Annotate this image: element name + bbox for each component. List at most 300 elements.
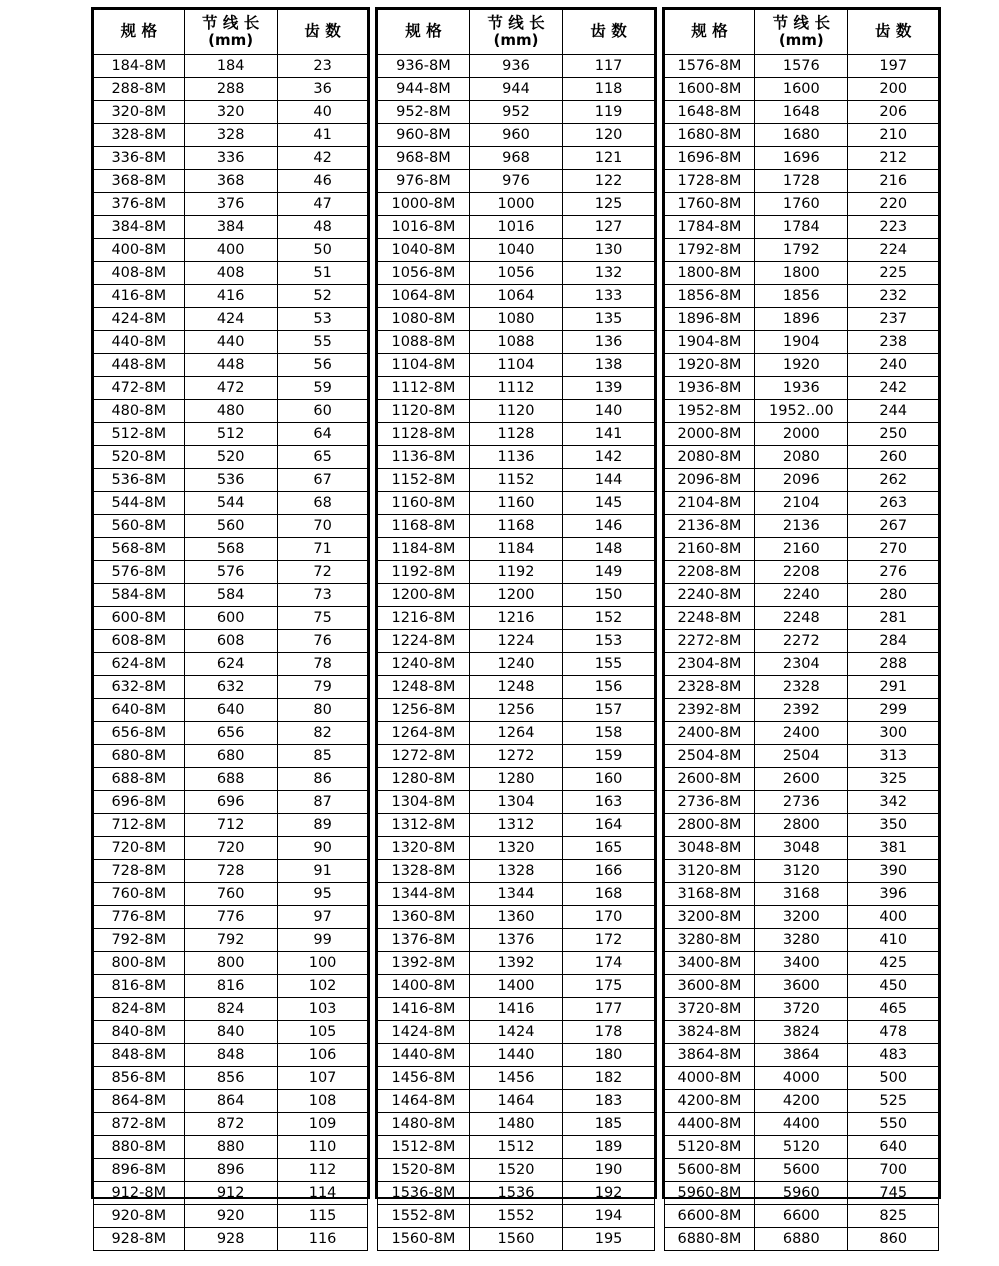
cell-pitch-length: 3168 — [755, 883, 848, 906]
cell-pitch-length: 2080 — [755, 446, 848, 469]
table-row — [378, 147, 654, 170]
cell-teeth: 64 — [277, 423, 368, 446]
cell-pitch-length: 968 — [469, 147, 563, 170]
cell-spec: 856-8M — [94, 1067, 185, 1090]
table-row — [378, 1090, 654, 1113]
table-row — [664, 561, 938, 584]
table-row — [378, 124, 654, 147]
cell-teeth: 102 — [277, 975, 368, 998]
cell-pitch-length: 1328 — [469, 860, 563, 883]
cell-pitch-length: 936 — [469, 55, 563, 78]
cell-pitch-length: 448 — [184, 354, 277, 377]
cell-pitch-length: 3824 — [755, 1021, 848, 1044]
cell-spec: 424-8M — [94, 308, 185, 331]
cell-spec: 2136-8M — [664, 515, 755, 538]
cell-teeth: 71 — [277, 538, 368, 561]
table-row — [664, 1159, 938, 1182]
table-row — [94, 745, 368, 768]
cell-spec: 1856-8M — [664, 285, 755, 308]
cell-spec: 1192-8M — [378, 561, 469, 584]
cell-pitch-length: 872 — [184, 1113, 277, 1136]
cell-teeth: 177 — [563, 998, 654, 1021]
cell-teeth: 640 — [848, 1136, 939, 1159]
cell-spec: 512-8M — [94, 423, 185, 446]
table-row — [664, 446, 938, 469]
cell-teeth: 194 — [563, 1205, 654, 1228]
cell-pitch-length: 3600 — [755, 975, 848, 998]
table-row — [378, 193, 654, 216]
cell-teeth: 270 — [848, 538, 939, 561]
table-row — [378, 1228, 654, 1251]
cell-pitch-length: 1056 — [469, 262, 563, 285]
cell-teeth: 825 — [848, 1205, 939, 1228]
table-row — [94, 285, 368, 308]
cell-spec: 1264-8M — [378, 722, 469, 745]
cell-teeth: 390 — [848, 860, 939, 883]
cell-teeth: 139 — [563, 377, 654, 400]
table-row — [664, 1113, 938, 1136]
table-row — [378, 883, 654, 906]
cell-teeth: 46 — [277, 170, 368, 193]
table-row — [664, 952, 938, 975]
cell-teeth: 100 — [277, 952, 368, 975]
table-row — [378, 308, 654, 331]
cell-spec: 1456-8M — [378, 1067, 469, 1090]
cell-pitch-length: 1128 — [469, 423, 563, 446]
cell-pitch-length: 1440 — [469, 1044, 563, 1067]
cell-spec: 880-8M — [94, 1136, 185, 1159]
table-row — [664, 377, 938, 400]
cell-pitch-length: 288 — [184, 78, 277, 101]
cell-teeth: 53 — [277, 308, 368, 331]
header-spec: 规 格 — [94, 10, 185, 55]
cell-teeth: 291 — [848, 676, 939, 699]
table-row — [94, 1113, 368, 1136]
cell-pitch-length: 960 — [469, 124, 563, 147]
table-row — [378, 607, 654, 630]
cell-spec: 840-8M — [94, 1021, 185, 1044]
table-row — [378, 538, 654, 561]
table-row — [94, 1159, 368, 1182]
cell-pitch-length: 912 — [184, 1182, 277, 1205]
cell-teeth: 136 — [563, 331, 654, 354]
table-row — [378, 584, 654, 607]
cell-spec: 1424-8M — [378, 1021, 469, 1044]
cell-teeth: 119 — [563, 101, 654, 124]
cell-teeth: 99 — [277, 929, 368, 952]
header-pitch-length-label: 节 线 长 — [772, 13, 830, 32]
cell-spec: 6880-8M — [664, 1228, 755, 1251]
cell-pitch-length: 2096 — [755, 469, 848, 492]
cell-spec: 376-8M — [94, 193, 185, 216]
cell-pitch-length: 928 — [184, 1228, 277, 1251]
cell-spec: 656-8M — [94, 722, 185, 745]
table-row — [378, 768, 654, 791]
table-row — [378, 561, 654, 584]
cell-spec: 640-8M — [94, 699, 185, 722]
cell-spec: 848-8M — [94, 1044, 185, 1067]
table-row — [94, 1136, 368, 1159]
cell-pitch-length: 1312 — [469, 814, 563, 837]
table-row — [664, 883, 938, 906]
cell-spec: 1000-8M — [378, 193, 469, 216]
header-spec: 规 格 — [664, 10, 755, 55]
cell-teeth: 72 — [277, 561, 368, 584]
cell-teeth: 87 — [277, 791, 368, 814]
cell-spec: 320-8M — [94, 101, 185, 124]
cell-teeth: 325 — [848, 768, 939, 791]
cell-pitch-length: 1856 — [755, 285, 848, 308]
cell-teeth: 67 — [277, 469, 368, 492]
cell-spec: 3280-8M — [664, 929, 755, 952]
cell-pitch-length: 6880 — [755, 1228, 848, 1251]
table-row — [664, 814, 938, 837]
cell-teeth: 166 — [563, 860, 654, 883]
table-row — [94, 147, 368, 170]
cell-pitch-length: 1680 — [755, 124, 848, 147]
cell-spec: 1224-8M — [378, 630, 469, 653]
cell-spec: 2160-8M — [664, 538, 755, 561]
cell-spec: 184-8M — [94, 55, 185, 78]
table-row — [378, 722, 654, 745]
cell-spec: 1784-8M — [664, 216, 755, 239]
cell-pitch-length: 1344 — [469, 883, 563, 906]
cell-teeth: 23 — [277, 55, 368, 78]
table-row — [94, 653, 368, 676]
header-pitch-length-unit: (mm) — [493, 31, 539, 50]
table-row — [378, 285, 654, 308]
header-pitch-length-label: 节 线 长 — [487, 13, 545, 32]
table-row — [94, 883, 368, 906]
cell-pitch-length: 2392 — [755, 699, 848, 722]
cell-teeth: 118 — [563, 78, 654, 101]
table-row — [664, 423, 938, 446]
table-row — [378, 1159, 654, 1182]
table-row — [94, 1205, 368, 1228]
table-row — [94, 607, 368, 630]
cell-spec: 4200-8M — [664, 1090, 755, 1113]
table-row — [94, 699, 368, 722]
cell-pitch-length: 1520 — [469, 1159, 563, 1182]
cell-spec: 1280-8M — [378, 768, 469, 791]
cell-spec: 1904-8M — [664, 331, 755, 354]
cell-pitch-length: 320 — [184, 101, 277, 124]
cell-spec: 1464-8M — [378, 1090, 469, 1113]
cell-spec: 1248-8M — [378, 676, 469, 699]
cell-teeth: 127 — [563, 216, 654, 239]
cell-pitch-length: 1800 — [755, 262, 848, 285]
cell-pitch-length: 1728 — [755, 170, 848, 193]
table-row — [664, 170, 938, 193]
table-row — [378, 814, 654, 837]
cell-spec: 408-8M — [94, 262, 185, 285]
cell-spec: 1056-8M — [378, 262, 469, 285]
cell-teeth: 465 — [848, 998, 939, 1021]
table-row — [664, 1067, 938, 1090]
cell-teeth: 250 — [848, 423, 939, 446]
cell-pitch-length: 1896 — [755, 308, 848, 331]
cell-pitch-length: 1600 — [755, 78, 848, 101]
cell-spec: 1128-8M — [378, 423, 469, 446]
table-row — [378, 998, 654, 1021]
cell-teeth: 90 — [277, 837, 368, 860]
table-row — [94, 791, 368, 814]
table-row — [664, 1021, 938, 1044]
cell-pitch-length: 3720 — [755, 998, 848, 1021]
table-row — [664, 124, 938, 147]
table-row — [664, 400, 938, 423]
cell-teeth: 105 — [277, 1021, 368, 1044]
cell-spec: 1328-8M — [378, 860, 469, 883]
cell-teeth: 91 — [277, 860, 368, 883]
table-row — [94, 814, 368, 837]
table-row — [664, 837, 938, 860]
table-row — [664, 262, 938, 285]
table-row — [664, 1228, 938, 1251]
cell-pitch-length: 712 — [184, 814, 277, 837]
cell-spec: 1392-8M — [378, 952, 469, 975]
cell-teeth: 450 — [848, 975, 939, 998]
table-row — [664, 239, 938, 262]
cell-spec: 1312-8M — [378, 814, 469, 837]
cell-teeth: 244 — [848, 400, 939, 423]
cell-spec: 928-8M — [94, 1228, 185, 1251]
table-row — [378, 78, 654, 101]
cell-teeth: 82 — [277, 722, 368, 745]
cell-teeth: 164 — [563, 814, 654, 837]
cell-pitch-length: 1424 — [469, 1021, 563, 1044]
cell-spec: 2248-8M — [664, 607, 755, 630]
table-row — [664, 676, 938, 699]
cell-pitch-length: 696 — [184, 791, 277, 814]
cell-spec: 1160-8M — [378, 492, 469, 515]
cell-teeth: 114 — [277, 1182, 368, 1205]
cell-pitch-length: 920 — [184, 1205, 277, 1228]
cell-spec: 5960-8M — [664, 1182, 755, 1205]
cell-spec: 1552-8M — [378, 1205, 469, 1228]
table-row — [94, 1067, 368, 1090]
cell-pitch-length: 1560 — [469, 1228, 563, 1251]
table-row — [94, 124, 368, 147]
table-row — [664, 653, 938, 676]
cell-pitch-length: 2800 — [755, 814, 848, 837]
cell-spec: 536-8M — [94, 469, 185, 492]
table-row — [378, 837, 654, 860]
cell-spec: 1016-8M — [378, 216, 469, 239]
table-row — [664, 745, 938, 768]
cell-pitch-length: 1320 — [469, 837, 563, 860]
cell-teeth: 288 — [848, 653, 939, 676]
table-row — [378, 446, 654, 469]
cell-spec: 1184-8M — [378, 538, 469, 561]
table-row — [378, 653, 654, 676]
header-teeth: 齿 数 — [563, 10, 654, 55]
cell-pitch-length: 632 — [184, 676, 277, 699]
table-row — [378, 975, 654, 998]
cell-spec: 896-8M — [94, 1159, 185, 1182]
cell-teeth: 267 — [848, 515, 939, 538]
cell-teeth: 158 — [563, 722, 654, 745]
cell-spec: 912-8M — [94, 1182, 185, 1205]
cell-spec: 1728-8M — [664, 170, 755, 193]
cell-spec: 824-8M — [94, 998, 185, 1021]
cell-teeth: 175 — [563, 975, 654, 998]
cell-teeth: 350 — [848, 814, 939, 837]
cell-pitch-length: 184 — [184, 55, 277, 78]
cell-teeth: 478 — [848, 1021, 939, 1044]
table-row — [664, 492, 938, 515]
cell-teeth: 142 — [563, 446, 654, 469]
cell-teeth: 150 — [563, 584, 654, 607]
cell-spec: 2000-8M — [664, 423, 755, 446]
table-row — [664, 768, 938, 791]
cell-pitch-length: 472 — [184, 377, 277, 400]
cell-spec: 632-8M — [94, 676, 185, 699]
cell-pitch-length: 1160 — [469, 492, 563, 515]
table-row — [664, 193, 938, 216]
cell-spec: 1520-8M — [378, 1159, 469, 1182]
cell-teeth: 342 — [848, 791, 939, 814]
table-row — [94, 630, 368, 653]
table-row — [664, 929, 938, 952]
cell-pitch-length: 1000 — [469, 193, 563, 216]
cell-teeth: 500 — [848, 1067, 939, 1090]
table-row — [378, 1136, 654, 1159]
table-block-2 — [375, 7, 656, 1247]
table-row — [378, 55, 654, 78]
table-row — [94, 1021, 368, 1044]
cell-teeth: 70 — [277, 515, 368, 538]
table-row — [664, 331, 938, 354]
table-row — [378, 469, 654, 492]
cell-pitch-length: 5600 — [755, 1159, 848, 1182]
cell-teeth: 79 — [277, 676, 368, 699]
cell-spec: 600-8M — [94, 607, 185, 630]
table-row — [378, 1021, 654, 1044]
cell-teeth: 42 — [277, 147, 368, 170]
cell-spec: 1416-8M — [378, 998, 469, 1021]
table-row — [94, 906, 368, 929]
spec-table — [93, 9, 368, 1251]
cell-teeth: 68 — [277, 492, 368, 515]
cell-pitch-length: 2600 — [755, 768, 848, 791]
cell-pitch-length: 1216 — [469, 607, 563, 630]
cell-pitch-length: 560 — [184, 515, 277, 538]
cell-spec: 1480-8M — [378, 1113, 469, 1136]
cell-teeth: 281 — [848, 607, 939, 630]
cell-pitch-length: 2736 — [755, 791, 848, 814]
cell-spec: 2272-8M — [664, 630, 755, 653]
cell-spec: 3400-8M — [664, 952, 755, 975]
cell-spec: 712-8M — [94, 814, 185, 837]
cell-teeth: 138 — [563, 354, 654, 377]
header-pitch-length — [755, 10, 848, 55]
cell-teeth: 237 — [848, 308, 939, 331]
cell-pitch-length: 3048 — [755, 837, 848, 860]
table-row — [664, 630, 938, 653]
table-row — [664, 515, 938, 538]
cell-pitch-length: 1784 — [755, 216, 848, 239]
table-row — [664, 101, 938, 124]
cell-pitch-length: 1224 — [469, 630, 563, 653]
cell-teeth: 242 — [848, 377, 939, 400]
cell-spec: 1600-8M — [664, 78, 755, 101]
cell-pitch-length: 1120 — [469, 400, 563, 423]
cell-teeth: 135 — [563, 308, 654, 331]
cell-teeth: 112 — [277, 1159, 368, 1182]
cell-spec: 1120-8M — [378, 400, 469, 423]
cell-teeth: 170 — [563, 906, 654, 929]
cell-teeth: 276 — [848, 561, 939, 584]
cell-spec: 1320-8M — [378, 837, 469, 860]
cell-spec: 1216-8M — [378, 607, 469, 630]
cell-pitch-length: 840 — [184, 1021, 277, 1044]
table-row — [664, 791, 938, 814]
cell-teeth: 148 — [563, 538, 654, 561]
cell-teeth: 41 — [277, 124, 368, 147]
cell-spec: 288-8M — [94, 78, 185, 101]
cell-spec: 2400-8M — [664, 722, 755, 745]
cell-spec: 624-8M — [94, 653, 185, 676]
table-row — [378, 929, 654, 952]
cell-pitch-length: 2504 — [755, 745, 848, 768]
table-row — [378, 1067, 654, 1090]
cell-teeth: 860 — [848, 1228, 939, 1251]
spec-table — [664, 9, 939, 1251]
table-row — [94, 101, 368, 124]
cell-pitch-length: 2208 — [755, 561, 848, 584]
cell-spec: 3048-8M — [664, 837, 755, 860]
cell-pitch-length: 776 — [184, 906, 277, 929]
cell-pitch-length: 1360 — [469, 906, 563, 929]
table-row — [94, 55, 368, 78]
cell-teeth: 73 — [277, 584, 368, 607]
cell-pitch-length: 1392 — [469, 952, 563, 975]
cell-teeth: 108 — [277, 1090, 368, 1113]
cell-pitch-length: 544 — [184, 492, 277, 515]
cell-teeth: 263 — [848, 492, 939, 515]
cell-teeth: 86 — [277, 768, 368, 791]
cell-teeth: 76 — [277, 630, 368, 653]
cell-spec: 2104-8M — [664, 492, 755, 515]
cell-pitch-length: 1152 — [469, 469, 563, 492]
cell-teeth: 59 — [277, 377, 368, 400]
table-row — [664, 308, 938, 331]
table-row — [94, 837, 368, 860]
table-row — [378, 745, 654, 768]
cell-pitch-length: 1200 — [469, 584, 563, 607]
cell-spec: 3824-8M — [664, 1021, 755, 1044]
table-row — [94, 1182, 368, 1205]
table-row — [94, 239, 368, 262]
cell-teeth: 85 — [277, 745, 368, 768]
cell-spec: 1168-8M — [378, 515, 469, 538]
cell-teeth: 284 — [848, 630, 939, 653]
cell-spec: 2096-8M — [664, 469, 755, 492]
cell-pitch-length: 3400 — [755, 952, 848, 975]
cell-teeth: 223 — [848, 216, 939, 239]
table-row — [378, 515, 654, 538]
cell-teeth: 192 — [563, 1182, 654, 1205]
cell-pitch-length: 640 — [184, 699, 277, 722]
cell-spec: 400-8M — [94, 239, 185, 262]
cell-spec: 944-8M — [378, 78, 469, 101]
header-row — [378, 10, 654, 55]
cell-pitch-length: 1272 — [469, 745, 563, 768]
cell-teeth: 140 — [563, 400, 654, 423]
cell-teeth: 125 — [563, 193, 654, 216]
cell-pitch-length: 1936 — [755, 377, 848, 400]
